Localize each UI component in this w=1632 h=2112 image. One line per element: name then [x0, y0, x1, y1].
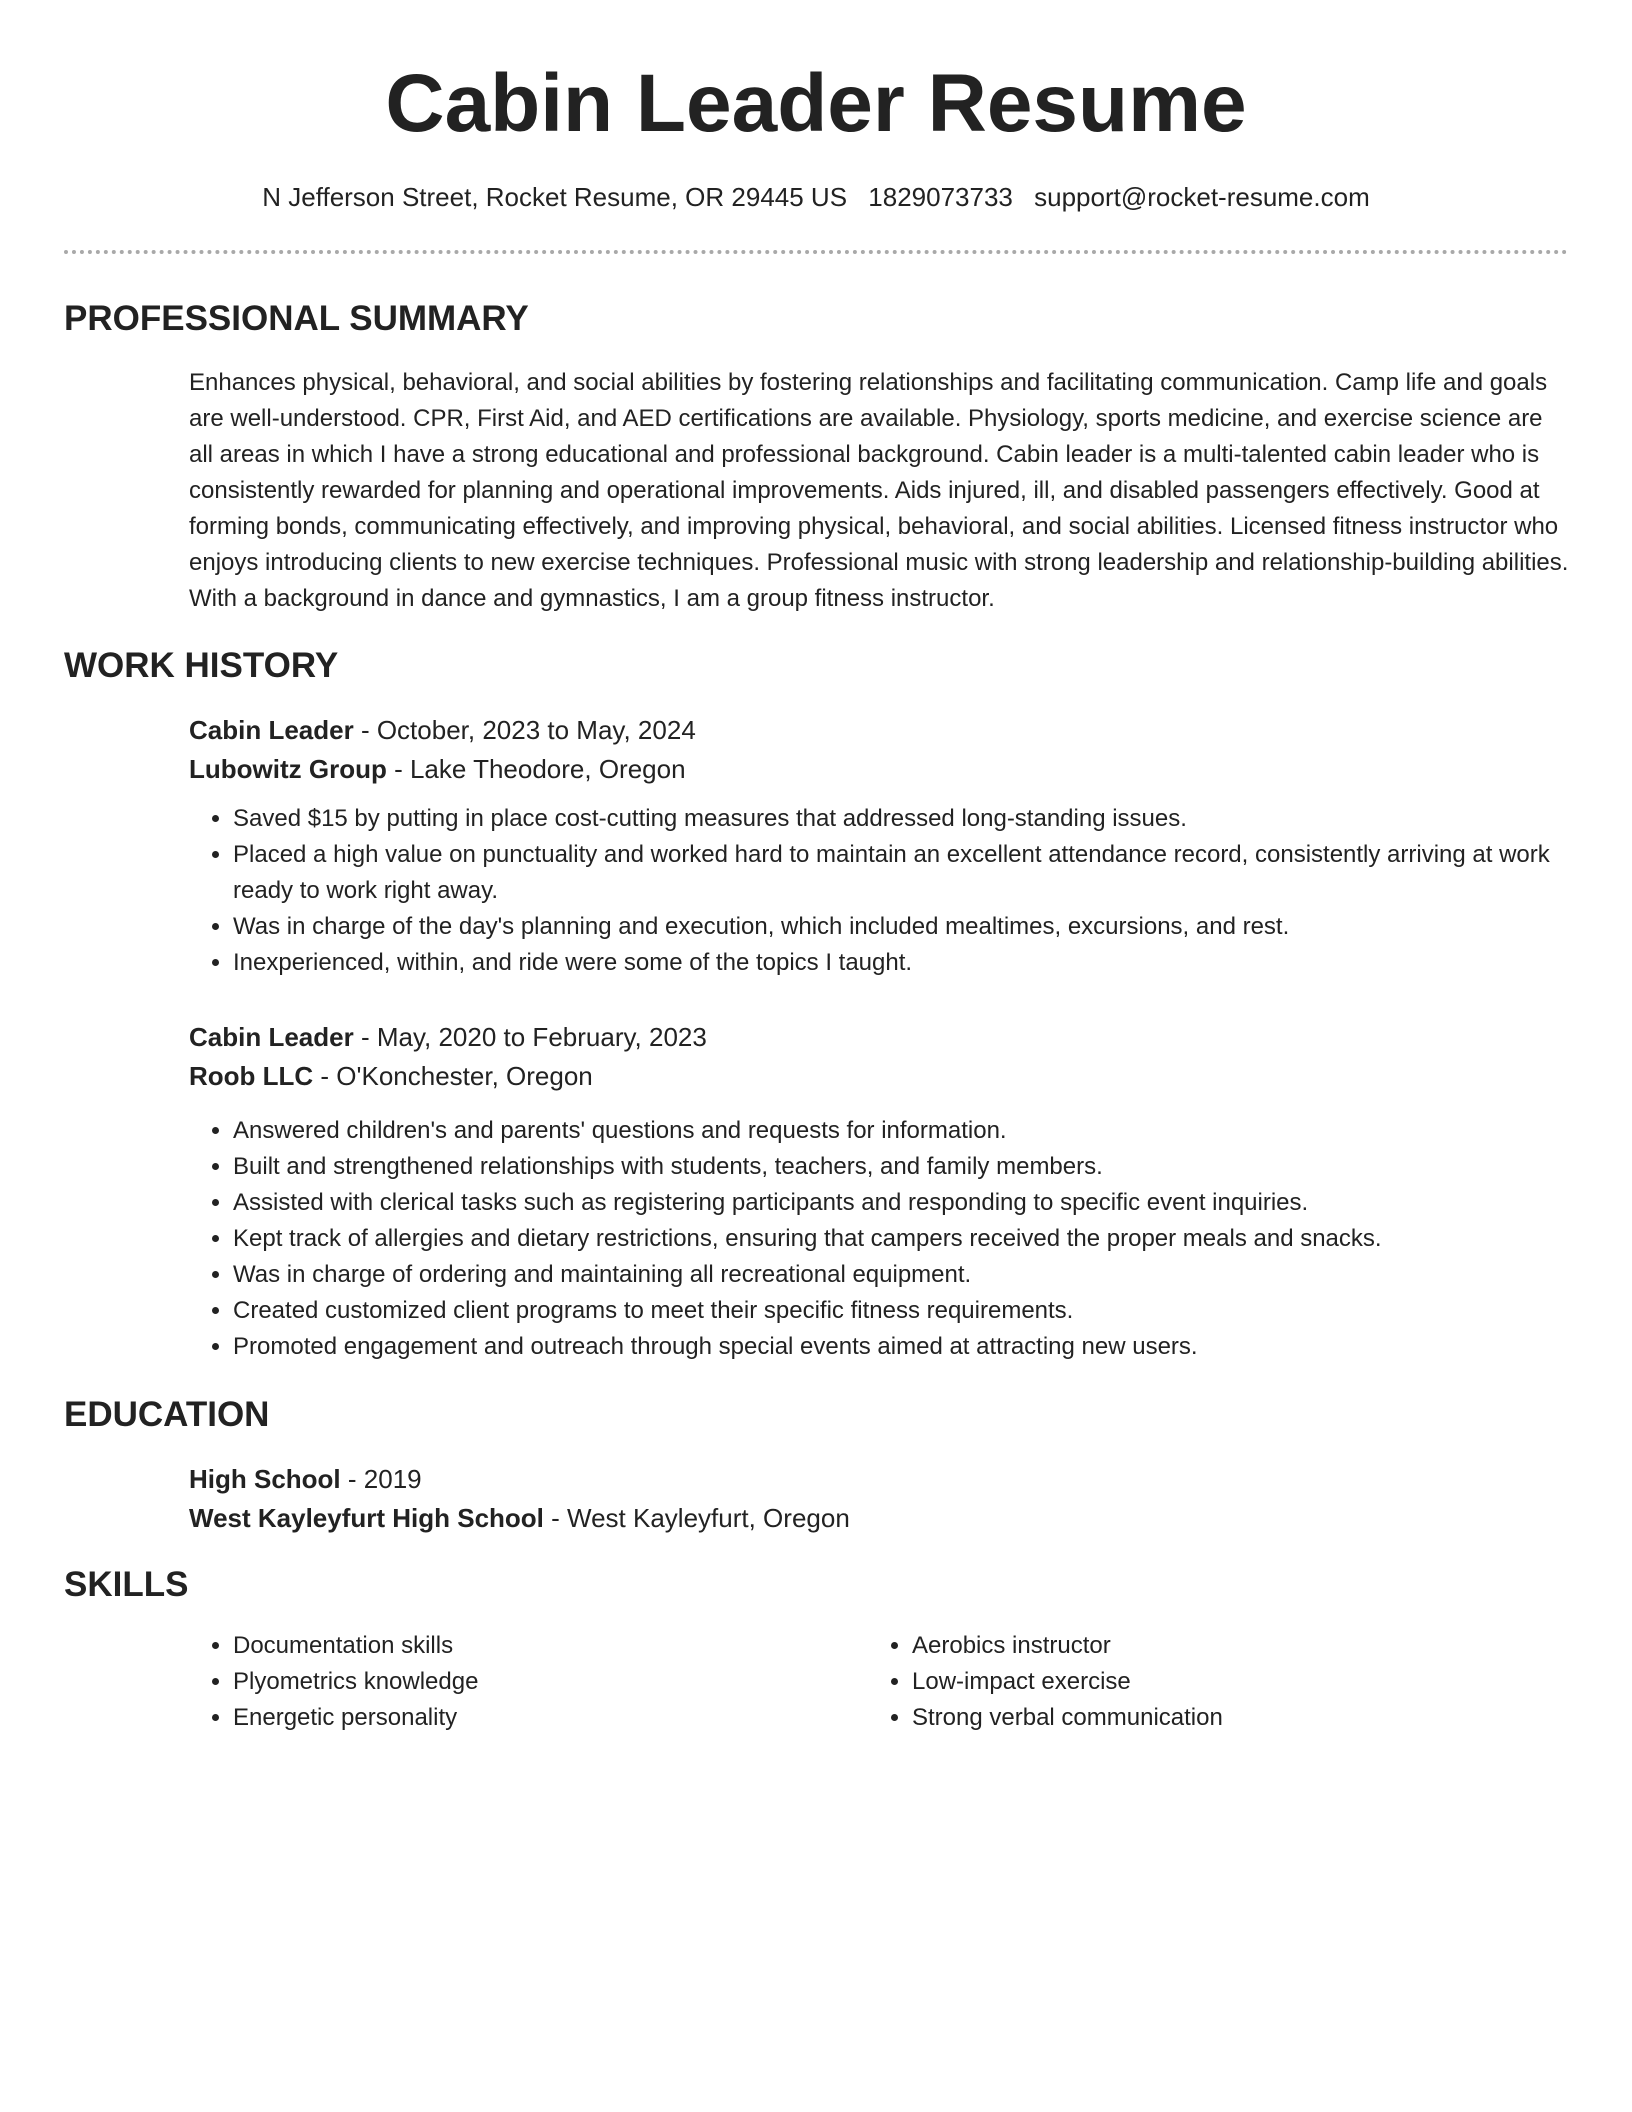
job-bullet: • Saved $15 by putting in place cost-cutting measures that addressed long-standing issues. — [233, 801, 1569, 837]
skill-item: • Strong verbal communication — [912, 1700, 1572, 1736]
company-location-separator: - — [386, 754, 410, 784]
skills-left-column — [189, 1628, 893, 1736]
job-bullet: • Built and strengthened relationships with students, teachers, and family members. — [233, 1149, 1569, 1185]
work-history-entry-2 — [189, 1018, 1569, 1365]
education-entry — [189, 1460, 1569, 1538]
skill-item: • Aerobics instructor — [912, 1628, 1572, 1664]
company-location-separator: - — [313, 1061, 337, 1091]
job-title: Cabin Leader — [189, 1022, 354, 1052]
education-school: West Kayleyfurt High School — [189, 1503, 544, 1533]
resume-title: Cabin Leader Resume — [385, 58, 1247, 149]
job-bullet: • Created customized client programs to meet their specific fitness requirements. — [233, 1293, 1569, 1329]
contact-phone: 1829073733 — [868, 182, 1013, 212]
job-bullet: • Answered children's and parents' questions and requests for information. — [233, 1113, 1569, 1149]
education-degree-line — [189, 1460, 1569, 1499]
section-title-work-history: WORK HISTORY — [64, 646, 339, 685]
education-year: 2019 — [363, 1464, 422, 1494]
section-title-skills: SKILLS — [64, 1565, 189, 1604]
job-title-line — [189, 1018, 1569, 1057]
education-school-line — [189, 1499, 1569, 1538]
job-title-line — [189, 711, 1569, 750]
company-name: Lubowitz Group — [189, 754, 387, 784]
section-title-professional-summary: PROFESSIONAL SUMMARY — [64, 299, 529, 338]
contact-email: support@rocket-resume.com — [1034, 182, 1370, 212]
company-location: O'Konchester, Oregon — [336, 1061, 593, 1091]
skills-grid — [189, 1628, 1569, 1738]
company-line — [189, 750, 1569, 789]
summary-paragraph: Enhances physical, behavioral, and social abilities by fostering relationships and facilitating communication. Camp life and goals are well-understood. CPR, First Aid, and AED certifications are available. Physiology, sports medicine, and exercise science are all areas in which I have a strong educational and professional background. Cabin leader is a multi-talented cabin leader who is consistently rewarded for planning and operational improvements. Aids injured, ill, and disabled passengers effectively. Good at forming bonds, communicating effectively, and improving physical, behavioral, and social abilities. Licensed fitness instructor who enjoys introducing clients to new exercise techniques. Professional music with strong leadership and relationship-building abilities. With a background in dance and gymnastics, I am a group fitness instructor. — [189, 369, 1569, 612]
job-dates: May, 2020 to February, 2023 — [376, 1022, 707, 1052]
job-bullet-list — [189, 801, 1569, 981]
job-bullet: • Inexperienced, within, and ride were some of the topics I taught. — [233, 945, 1569, 981]
skill-item: • Plyometrics knowledge — [233, 1664, 893, 1700]
skill-item: • Documentation skills — [233, 1628, 893, 1664]
professional-summary — [189, 365, 1569, 617]
education-year-separator: - — [340, 1464, 364, 1494]
job-dates: October, 2023 to May, 2024 — [376, 715, 696, 745]
company-line — [189, 1057, 1569, 1096]
company-name: Roob LLC — [189, 1061, 314, 1091]
contact-line — [64, 180, 1568, 214]
skills-section — [189, 1628, 1569, 1738]
job-bullet: • Was in charge of the day's planning and execution, which included mealtimes, excursions, and rest. — [233, 909, 1569, 945]
job-date-separator: - — [353, 1022, 377, 1052]
education-degree: High School — [189, 1464, 341, 1494]
job-bullet-list — [189, 1113, 1569, 1365]
company-location: Lake Theodore, Oregon — [409, 754, 686, 784]
job-bullet: • Placed a high value on punctuality and worked hard to maintain an excellent attendance record, consistently arriving at work ready to work right away. — [233, 837, 1569, 909]
resume-header — [64, 56, 1568, 214]
job-date-separator: - — [353, 715, 377, 745]
education-location: West Kayleyfurt, Oregon — [567, 1503, 850, 1533]
skill-item: • Energetic personality — [233, 1700, 893, 1736]
skills-right-column — [868, 1628, 1572, 1736]
job-bullet: • Promoted engagement and outreach through special events aimed at attracting new users. — [233, 1329, 1569, 1365]
job-bullet: • Assisted with clerical tasks such as registering participants and responding to specific event inquiries. — [233, 1185, 1569, 1221]
section-title-education: EDUCATION — [64, 1395, 270, 1434]
skill-item: • Low-impact exercise — [912, 1664, 1572, 1700]
education-location-separator: - — [543, 1503, 568, 1533]
job-bullet: • Was in charge of ordering and maintaining all recreational equipment. — [233, 1257, 1569, 1293]
job-bullet: • Kept track of allergies and dietary restrictions, ensuring that campers received the proper meals and snacks. — [233, 1221, 1569, 1257]
header-divider — [64, 250, 1568, 254]
work-history-entry-1 — [189, 711, 1569, 981]
job-title: Cabin Leader — [189, 715, 354, 745]
contact-address: N Jefferson Street, Rocket Resume, OR 29445 US — [262, 182, 848, 212]
